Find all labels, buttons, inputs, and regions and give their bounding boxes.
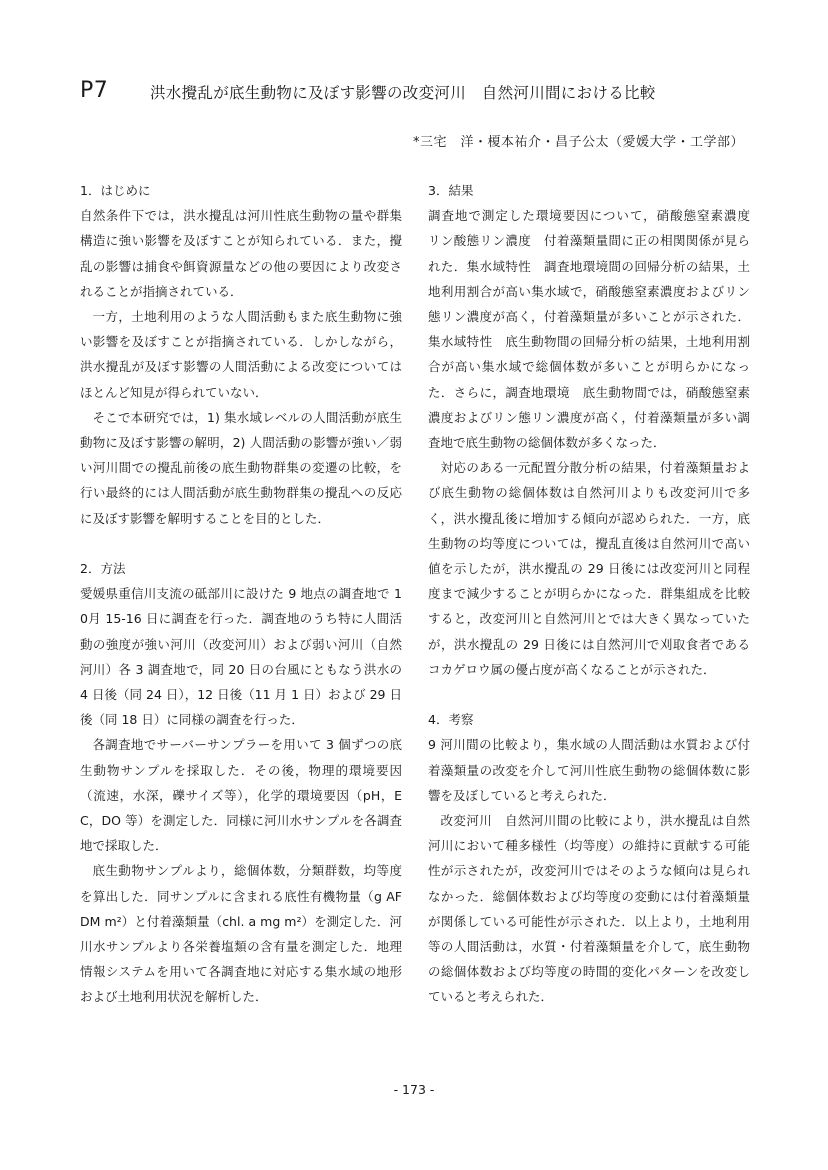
right-column — [428, 178, 763, 1010]
page-number: - 173 - — [393, 1082, 435, 1097]
section-heading-results: 3．結果 — [428, 183, 474, 198]
left-column — [80, 178, 402, 1010]
section-heading-methods: 2．方法 — [80, 561, 126, 577]
author-line: *三宅 洋・榎本祐介・昌子公太（愛媛大学・工学部） — [412, 135, 744, 150]
methods-paragraph-1: 愛媛県重信川支流の砥部川に設けた 9 地点の調査地で 10月 15-16 日に調査を行った．調査地のうち特に人間活動の強度が強い河川（改変河川）および弱い河川（自然河川）各 3 調査地で，同 20 日の台風にともなう洪水の 4 日後（同 24 日），12 日後（11 月 1 日）および 29 日後（同 18 日）に同様の調査を行った． — [80, 586, 402, 728]
section-gap — [428, 682, 750, 707]
intro-paragraph-2: 一方，土地利用のような人間活動もまた底生動物に強い影響を及ぼすことが指摘されている．しかしながら，洪水攪乱が及ぼす影響の人間活動による改変についてはほとんど知見が得られていない． — [80, 309, 402, 400]
section-gap — [80, 531, 402, 556]
discussion-paragraph-1: 9 河川間の比較より，集水域の人間活動は水質および付着藻類量の改変を介して河川性底生動物の総個体数に影響を及ぼしていると考えられた． — [428, 737, 750, 803]
methods-paragraph-3: 底生動物サンプルより，総個体数，分類群数，均等度を算出した．同サンプルに含まれる底性有機物量（g AFDM m²）と付着藻類量（chl. a mg m²）を測定した．河川水サンプルより各栄養塩類の含有量を測定した．地理情報システムを用いて各調査地に対応する集水域の地形および土地利用状況を解析した． — [80, 863, 402, 1005]
section-heading-intro: 1．はじめに — [80, 183, 151, 198]
results-paragraph-2: 対応のある一元配置分散分析の結果，付着藻類量および底生動物の総個体数は自然河川よりも改変河川で多く，洪水攪乱後に増加する傾向が認められた．一方，底生動物の均等度については，攪乱直後は自然河川で高い値を示したが，洪水攪乱の 29 日後には改変河川と同程度まで減少することが明らかになった．群集組成を比較すると，改変河川と自然河川とでは大きく異なっていたが，洪水攪乱の 29 日後には自然河川で刈取食者であるコカゲロウ属の優占度が高くなることが示された． — [428, 460, 750, 677]
paper-title: 洪水攪乱が底生動物に及ぼす影響の改変河川 自然河川間における比較 — [150, 84, 656, 102]
section-heading-discussion: 4．考察 — [428, 712, 474, 728]
paper-header — [80, 78, 760, 110]
discussion-paragraph-2: 改変河川 自然河川間の比較により，洪水攪乱は自然河川において種多様性（均等度）の維持に貢献する可能性が示されたが，改変河川ではそのような傾向は見られなかった．総個体数および均等度の変動には付着藻類量が関係している可能性が示された．以上より，土地利用等の人間活動は，水質・付着藻類量を介して，底生動物の総個体数および均等度の時間的変化パターンを改変していると考えられた． — [428, 813, 750, 1005]
methods-paragraph-2: 各調査地でサーバーサンプラーを用いて 3 個ずつの底生動物サンプルを採取した．その後，物理的環境要因（流速，水深，礫サイズ等），化学的環境要因（pH，EC，DO 等）を測定した．同様に河川水サンプルを各調査地で採取した． — [80, 737, 402, 854]
intro-paragraph-3: そこで本研究では，1) 集水域レベルの人間活動が底生動物に及ぼす影響の解明，2) 人間活動の影響が強い／弱い河川間での攪乱前後の底生動物群集の変遷の比較，を行い最終的には人間活動が底生動物群集の攪乱への反応に及ぼす影響を解明することを目的とした． — [80, 409, 402, 526]
results-paragraph-1: 調査地で測定した環境要因について，硝酸態窒素濃度 リン酸態リン濃度 付着藻類量間に正の相関関係が見られた．集水域特性 調査地環境間の回帰分析の結果，土地利用割合が高い集水域で，硝酸態窒素濃度およびリン態リン濃度が高く，付着藻類量が多いことが示された．集水域特性 底生動物間の回帰分析の結果，土地利用割合が高い集水域で総個体数が多いことが明らかになった．さらに，調査地環境 底生動物間では，硝酸態窒素濃度およびリン態リン濃度が高く，付着藻類量が多い調査地で底生動物の総個体数が多くなった． — [428, 208, 763, 451]
presentation-id: P7 — [80, 78, 109, 103]
intro-paragraph-1: 自然条件下では，洪水攪乱は河川性底生動物の量や群集構造に強い影響を及ぼすことが知られている．また，攪乱の影響は捕食や餌資源量などの他の要因により改変されることが指摘されている． — [80, 208, 402, 299]
